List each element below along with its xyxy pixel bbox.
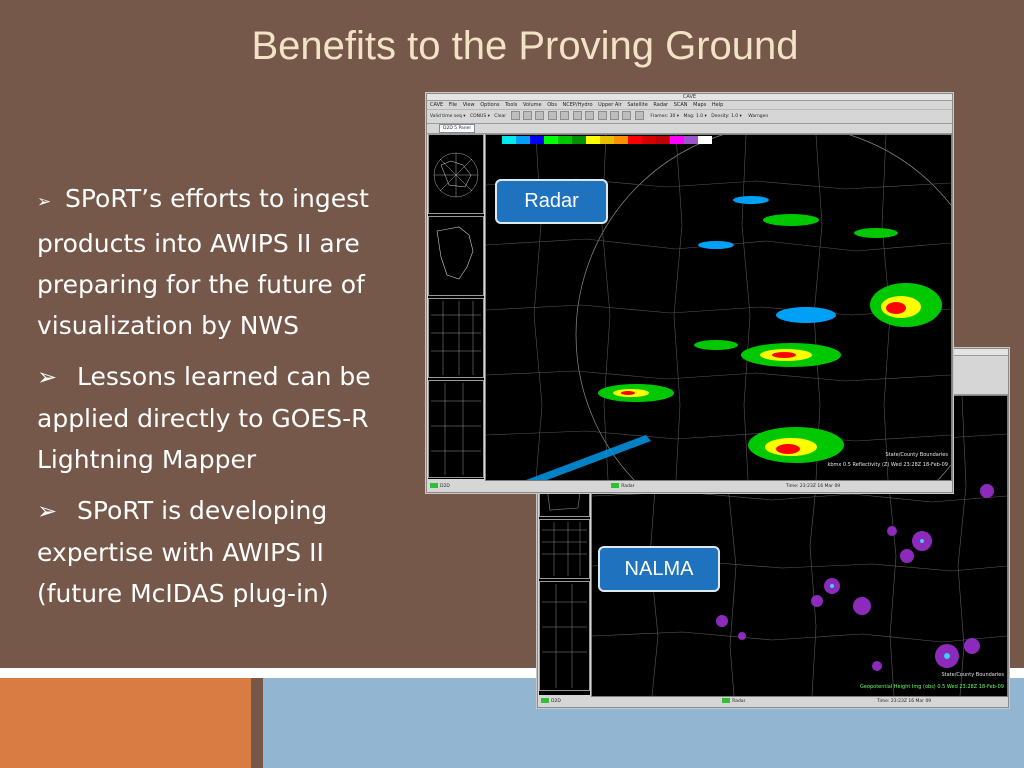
window-statusbar	[427, 482, 952, 492]
menu-item-cave[interactable]: CAVE	[430, 102, 444, 108]
product-readout: kbmx 0.5 Reflectivity (Z) Wed 23:28Z 18-Feb-09	[827, 462, 948, 468]
boundaries-readout: State/County Boundaries	[885, 452, 948, 458]
mini-map-regional	[429, 299, 483, 377]
sample-icon[interactable]	[622, 111, 631, 120]
bullet-text: SPoRT is developing expertise with AWIPS II (future McIDAS plug-in)	[37, 496, 329, 608]
radar-label: Radar	[495, 179, 608, 224]
menu-item-upper-air[interactable]: Upper Air	[598, 102, 622, 108]
zoom-icon[interactable]	[511, 111, 520, 120]
colorbar-swatch	[502, 136, 516, 144]
colorbar-swatch	[530, 136, 544, 144]
status-radar[interactable]: Radar	[732, 699, 746, 704]
scale-select[interactable]: CONUS ▾	[469, 114, 490, 119]
loop-icon[interactable]	[585, 111, 594, 120]
menu-item-obs[interactable]: Obs	[547, 102, 557, 108]
colorbar-swatch	[516, 136, 530, 144]
side-panel[interactable]	[428, 298, 484, 378]
radar-cave-window	[426, 93, 953, 493]
image-icon[interactable]	[598, 111, 607, 120]
menu-item-tools[interactable]: Tools	[505, 102, 518, 108]
colorbar-swatch	[628, 136, 642, 144]
colorbar-swatch	[684, 136, 698, 144]
clear-button[interactable]: Clear	[494, 114, 507, 119]
editor-tab-bar	[427, 124, 952, 134]
menu-bar	[427, 101, 952, 110]
menu-item-view[interactable]: View	[462, 102, 475, 108]
prev-frame-icon[interactable]	[548, 111, 557, 120]
tool-bar	[427, 110, 952, 124]
status-perspective[interactable]: D2D	[551, 699, 561, 704]
menu-item-help[interactable]: Help	[711, 102, 724, 108]
status-time: Time: 23:23Z 16 Mar 09	[876, 699, 932, 704]
colorbar-swatch	[656, 136, 670, 144]
side-panels	[428, 134, 484, 479]
nalma-label: NALMA	[598, 546, 720, 592]
next-frame-icon[interactable]	[560, 111, 569, 120]
colorbar-swatch	[642, 136, 656, 144]
menu-item-scan[interactable]: SCAN	[673, 102, 688, 108]
menu-item-options[interactable]: Options	[480, 102, 500, 108]
colorbar-swatch	[698, 136, 712, 144]
density-select[interactable]: Density: 1.0 ▾	[711, 114, 742, 119]
menu-item-radar[interactable]: Radar	[653, 102, 669, 108]
side-panel[interactable]	[539, 519, 590, 579]
mag-select[interactable]: Mag: 1.0 ▾	[683, 114, 707, 119]
bullet-item	[37, 490, 409, 614]
menu-item-maps[interactable]: Maps	[693, 102, 707, 108]
colorbar-swatch	[488, 136, 502, 144]
footer-orange-block	[0, 678, 251, 768]
colorbar-swatch	[558, 136, 572, 144]
menu-item-ncep-hydro[interactable]: NCEP/Hydro	[562, 102, 593, 108]
window-titlebar: CAVE	[427, 94, 952, 101]
reflectivity-echoes	[526, 196, 942, 480]
status-indicator	[430, 483, 438, 488]
first-frame-icon[interactable]	[535, 111, 544, 120]
side-panel[interactable]	[539, 581, 590, 691]
menu-item-volume[interactable]: Volume	[523, 102, 542, 108]
arrow-bullet-icon: ➢	[37, 363, 58, 391]
loop-mode-select[interactable]: Valid time seq ▾	[430, 114, 466, 119]
side-panel[interactable]	[428, 380, 484, 478]
colorbar-swatch	[586, 136, 600, 144]
status-indicator	[611, 483, 619, 488]
arrow-bullet-icon: ➢	[37, 497, 58, 525]
reflectivity-colorbar	[488, 136, 712, 144]
product-readout: Geopotential Height Img (obs) 0.5 Wed 23:28Z 18-Feb-09	[859, 684, 1004, 690]
arrow-bullet-icon: ➢	[37, 192, 52, 212]
colorbar-swatch	[614, 136, 628, 144]
side-panel[interactable]	[428, 134, 484, 214]
status-perspective[interactable]: D2D	[440, 484, 450, 489]
menu-item-file[interactable]: File	[448, 102, 458, 108]
warngen-button[interactable]: Warngen	[748, 114, 769, 119]
status-indicator	[722, 698, 730, 703]
status-indicator	[541, 698, 549, 703]
slide-title: Benefits to the Proving Ground	[251, 24, 799, 68]
boundaries-readout: State/County Boundaries	[941, 672, 1004, 678]
pan-icon[interactable]	[523, 111, 532, 120]
last-frame-icon[interactable]	[573, 111, 582, 120]
bullet-item	[37, 356, 409, 480]
colorbar-swatch	[670, 136, 684, 144]
colorbar-swatch	[544, 136, 558, 144]
bullet-text: Lessons learned can be applied directly to GOES-R Lightning Mapper	[37, 362, 371, 474]
status-radar[interactable]: Radar	[621, 484, 635, 489]
mini-map-north-america	[429, 135, 483, 213]
status-time: Time: 23:23Z 16 Mar 09	[785, 484, 841, 489]
mini-map	[540, 582, 589, 690]
frames-select[interactable]: Frames: 30 ▾	[650, 114, 680, 119]
menu-item-satellite[interactable]: Satellite	[627, 102, 648, 108]
colorbar-swatch	[600, 136, 614, 144]
bullet-list	[37, 178, 409, 624]
tab-d2d-5-panel[interactable]: D2D 5 Panel	[439, 124, 475, 133]
print-icon[interactable]	[610, 111, 619, 120]
bullet-item	[37, 178, 409, 346]
side-panel[interactable]	[428, 216, 484, 296]
layout-icon[interactable]	[635, 111, 644, 120]
colorbar-swatch	[572, 136, 586, 144]
bullet-text: SPoRT’s efforts to ingest products into AWIPS II are preparing for the future of visualization by NWS	[37, 184, 369, 340]
window-statusbar	[538, 697, 1008, 707]
mini-map	[540, 520, 589, 578]
mini-map-local	[429, 381, 483, 477]
mini-map-conus	[429, 217, 483, 295]
